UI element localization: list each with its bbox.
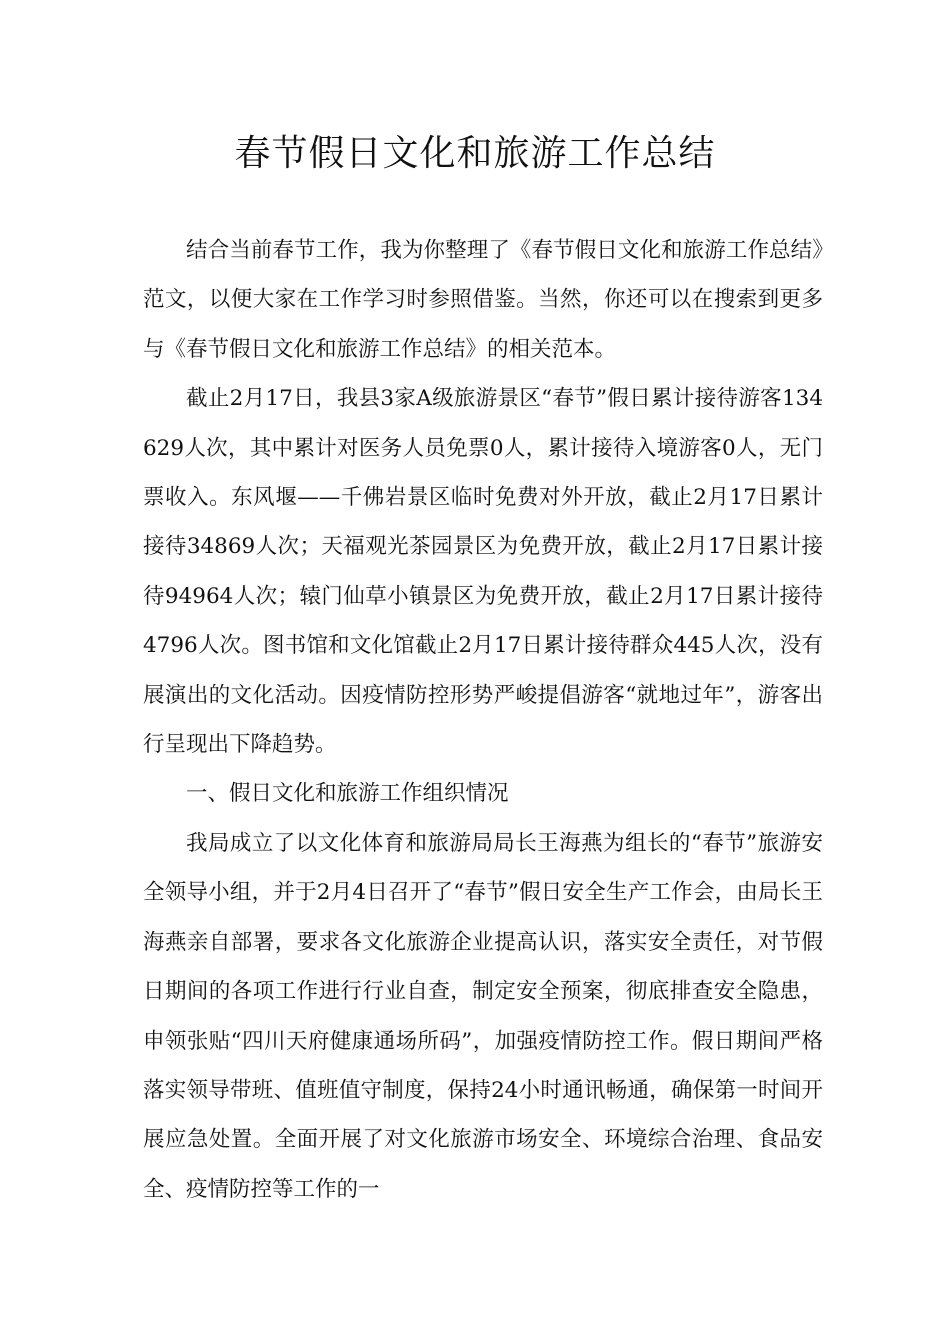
section-heading-organization: 一、假日文化和旅游工作组织情况 (186, 781, 509, 807)
paragraph-statistics: 截止2月17日，我县3家A级旅游景区“春节”假日累计接待游客134629人次，其中累计对医务人员免票0人，累计接待入境游客0人，无门票收入。东风堰——千佛岩景区临时免费对外开放，截止2月17日累计接待34869人次；天福观光茶园景区为免费开放，截止2月17日累计接待94964人次；辕门仙草小镇景区为免费开放，截止2月17日累计接待4796人次。图书馆和文化馆截止2月17日累计接待群众445人次，没有展演出的文化活动。因疫情防控形势严峻提倡游客“就地过年”，游客出行呈现出下降趋势。 (143, 386, 823, 758)
document-body (143, 226, 823, 1214)
paragraph-organization: 我局成立了以文化体育和旅游局局长王海燕为组长的“春节”旅游安全领导小组，并于2月4日召开了“春节”假日安全生产工作会，由局长王海燕亲自部署，要求各文化旅游企业提高认识，落实安全责任，对节假日期间的各项工作进行行业自查，制定安全预案，彻底排查安全隐患，申领张贴“四川天府健康通场所码”，加强疫情防控工作。假日期间严格落实领导带班、值班值守制度，保持24小时通讯畅通，确保第一时间开展应急处置。全面开展了对文化旅游市场安全、环境综合治理、食品安全、疫情防控等工作的一 (143, 830, 823, 1202)
document-title: 春节假日文化和旅游工作总结 (234, 133, 716, 174)
paragraph-intro: 结合当前春节工作，我为你整理了《春节假日文化和旅游工作总结》范文，以便大家在工作学习时参照借鉴。当然，你还可以在搜索到更多与《春节假日文化和旅游工作总结》的相关范本。 (143, 238, 823, 362)
